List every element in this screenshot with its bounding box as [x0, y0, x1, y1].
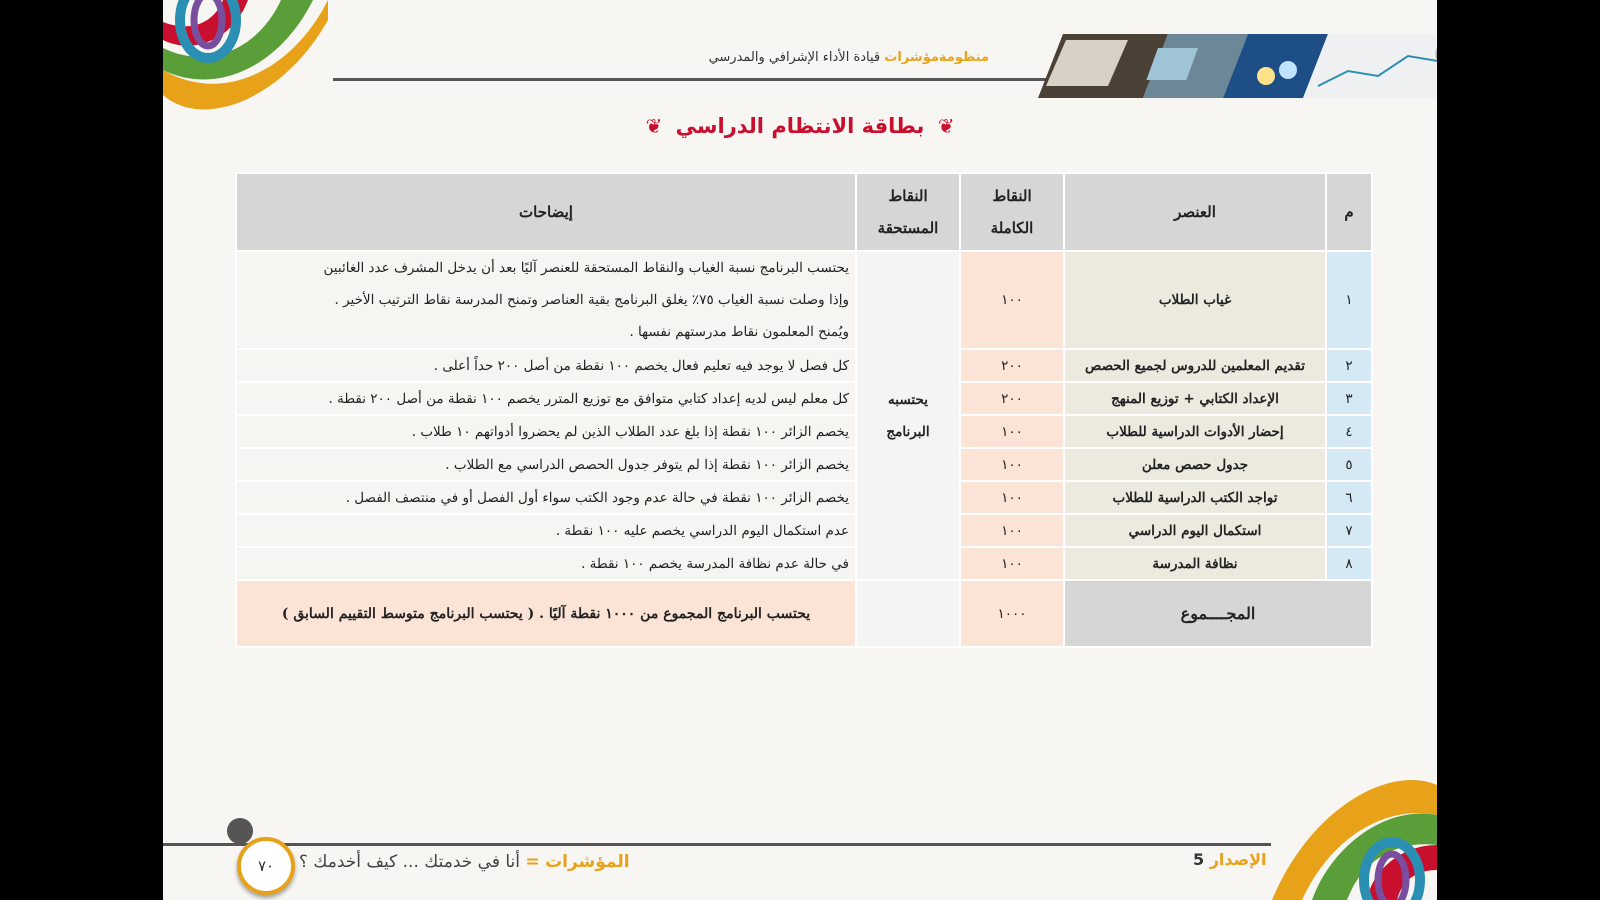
table-row — [236, 514, 1372, 547]
card-title-text: بطاقة الانتظام الدراسي — [675, 114, 925, 138]
ornament-icon: ❦ — [937, 114, 955, 138]
row-element: غياب الطلاب — [1064, 251, 1326, 349]
row-num: ٨ — [1326, 547, 1372, 580]
row-full-points: ١٠٠ — [960, 251, 1064, 349]
row-full-points: ٢٠٠ — [960, 349, 1064, 382]
edition-text: الإصدار — [1209, 850, 1267, 869]
decorative-swirl-bottom-right — [1272, 775, 1437, 900]
page-number-badge — [237, 837, 295, 895]
document-page — [163, 0, 1437, 900]
total-explanation: يحتسب البرنامج المجموع من ١٠٠٠ نقطة آليًا . ( يحتسب البرنامج متوسط التقييم السابق ) — [236, 580, 856, 647]
header-brand: منظومةمؤشرات — [884, 50, 989, 65]
row-explanation: كل معلم ليس لديه إعداد كتابي متوافق مع توزيع المترر يخصم ١٠٠ نقطة من أصل ٢٠٠ نقطة . — [236, 382, 856, 415]
ornament-icon: ❦ — [645, 114, 663, 138]
row-num: ٥ — [1326, 448, 1372, 481]
row-num: ٦ — [1326, 481, 1372, 514]
row-num: ٧ — [1326, 514, 1372, 547]
row-explanation: يخصم الزائر ١٠٠ نقطة إذا بلغ عدد الطلاب الذين لم يحضروا أدواتهم ١٠ طلاب . — [236, 415, 856, 448]
header-title — [709, 50, 989, 65]
table-row — [236, 415, 1372, 448]
header-explanations: إيضاحات — [236, 173, 856, 251]
row-explanation: كل فصل لا يوجد فيه تعليم فعال يخصم ١٠٠ نقطة من أصل ٢٠٠ حداً أعلى . — [236, 349, 856, 382]
page-number: ٧٠ — [257, 857, 275, 875]
row-element: إحضار الأدوات الدراسية للطلاب — [1064, 415, 1326, 448]
row-element: استكمال اليوم الدراسي — [1064, 514, 1326, 547]
table-row — [236, 481, 1372, 514]
table-total-row — [236, 580, 1372, 647]
total-due-points — [856, 580, 960, 647]
row-num: ٣ — [1326, 382, 1372, 415]
badge-decoration — [227, 818, 253, 844]
row-element: تواجد الكتب الدراسية للطلاب — [1064, 481, 1326, 514]
table-header-row — [236, 173, 1372, 251]
row-explanation: يخصم الزائر ١٠٠ نقطة إذا لم يتوفر جدول الحصص الدراسي مع الطلاب . — [236, 448, 856, 481]
table-row — [236, 349, 1372, 382]
table-row — [236, 382, 1372, 415]
row-element: جدول حصص معلن — [1064, 448, 1326, 481]
header-num: م — [1326, 173, 1372, 251]
row-num: ٤ — [1326, 415, 1372, 448]
row-num: ٢ — [1326, 349, 1372, 382]
row-full-points: ٢٠٠ — [960, 382, 1064, 415]
row-full-points: ١٠٠ — [960, 547, 1064, 580]
edition-label — [1193, 850, 1267, 869]
row-element: تقديم المعلمين للدروس لجميع الحصص — [1064, 349, 1326, 382]
slogan-text: أنا في خدمتك ... كيف أخدمك ؟ — [299, 852, 520, 872]
header-photo-collage — [1018, 26, 1437, 98]
row-explanation: يخصم الزائر ١٠٠ نقطة في حالة عدم وجود الكتب سواء أول الفصل أو في منتصف الفصل . — [236, 481, 856, 514]
header-element: العنصر — [1064, 173, 1326, 251]
header-subtitle: قيادة الأداء الإشرافي والمدرسي — [708, 50, 881, 65]
attendance-table — [235, 172, 1373, 648]
row-full-points: ١٠٠ — [960, 514, 1064, 547]
table-row — [236, 251, 1372, 349]
total-label: المجــــموع — [1064, 580, 1372, 647]
table-row — [236, 547, 1372, 580]
total-full-points: ١٠٠٠ — [960, 580, 1064, 647]
row-element: الإعداد الكتابي + توزيع المنهج — [1064, 382, 1326, 415]
header-due-points: النقاط المستحقة — [856, 173, 960, 251]
slogan-equals: = — [525, 852, 540, 872]
row-full-points: ١٠٠ — [960, 481, 1064, 514]
slogan-brand: المؤشرات — [545, 852, 630, 872]
row-explanation: يحتسب البرنامج نسبة الغياب والنقاط المستحقة للعنصر آليًا بعد أن يدخل المشرف عدد الغائبين وإذا وصلت نسبة الغياب ٧٥٪ يغلق البرنامج بقية العناصر وتمنح المدرسة نقاط الترتيب الأخير . ويُمنح المعلمون نقاط مدرستهم نفسها . — [236, 251, 856, 349]
row-full-points: ١٠٠ — [960, 415, 1064, 448]
row-num: ١ — [1326, 251, 1372, 349]
row-element: نظافة المدرسة — [1064, 547, 1326, 580]
edition-number: 5 — [1193, 850, 1205, 869]
header-full-points: النقاط الكاملة — [960, 173, 1064, 251]
card-title — [163, 114, 1437, 138]
header — [163, 0, 1437, 110]
footer-slogan — [299, 852, 630, 872]
due-points-cell: يحتسبه البرنامج — [856, 251, 960, 580]
row-full-points: ١٠٠ — [960, 448, 1064, 481]
row-explanation: في حالة عدم نظافة المدرسة يخصم ١٠٠ نقطة . — [236, 547, 856, 580]
row-explanation: عدم استكمال اليوم الدراسي يخصم عليه ١٠٠ نقطة . — [236, 514, 856, 547]
table-row — [236, 448, 1372, 481]
footer-divider — [163, 843, 1271, 846]
